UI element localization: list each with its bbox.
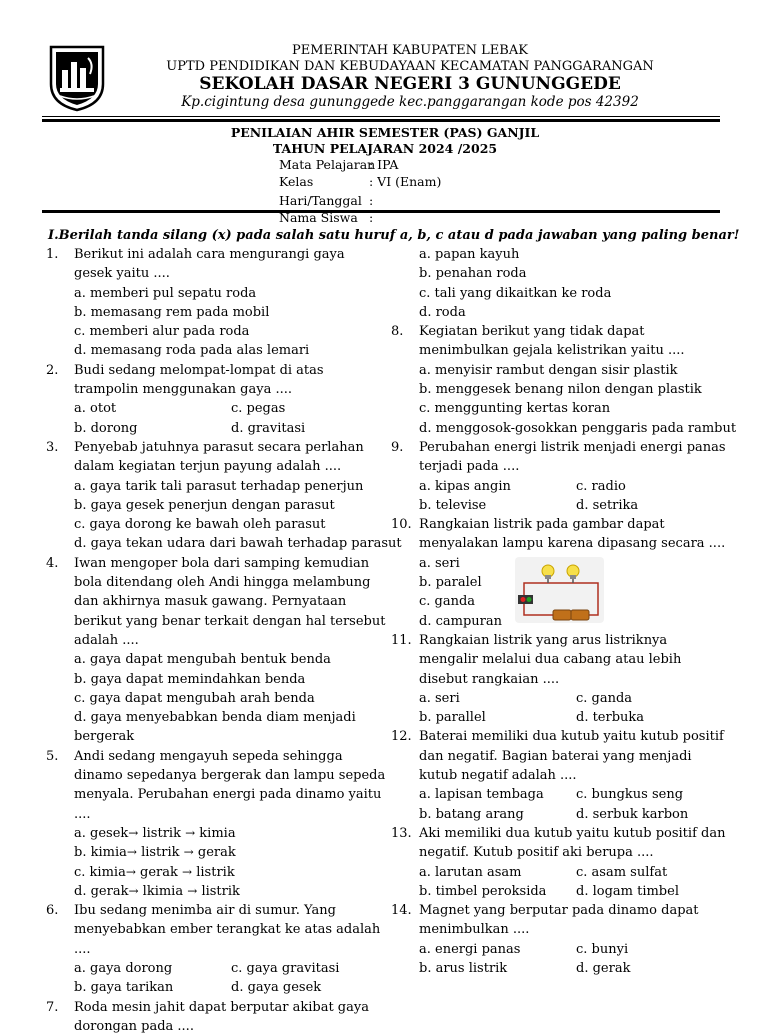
question-13: 13. Aki memiliki dua kutub yaitu kutub positif dan negatif. Kutub positif aki berupa .... a. larutan asam c. asam sulfat b. timbel peroksida d. logam timbel	[391, 824, 726, 901]
info-subject: Mata Pelajaran: IPA	[279, 157, 399, 172]
arrow-icon: →	[185, 825, 196, 840]
option-c: c. tali yang dikaitkan ke roda	[419, 285, 612, 301]
option-b: b. kimia→ listrik → gerak	[74, 845, 236, 861]
option-c: c. gaya dorong ke bawah oleh parasut	[74, 517, 326, 533]
question-text: Aki memiliki dua kutub yaitu kutub positif dan negatif. Kutub positif aki berupa ....	[419, 825, 726, 861]
option-c: c. radio	[576, 478, 626, 494]
letterhead-school-name: SEKOLAH DASAR NEGERI 3 GUNUNGGEDE	[199, 74, 621, 94]
option-d: d. terbuka	[576, 710, 645, 726]
question-text: Roda mesin jahit dapat berputar akibat gaya dorongan pada ....	[74, 999, 369, 1034]
option-b: b. televise	[419, 497, 487, 513]
option-d: d. menggosok-gosokkan penggaris pada rambut	[419, 420, 737, 436]
letterhead-office: UPTD PENDIDIKAN DAN KEBUDAYAAN KECAMATAN PANGGARANGAN	[166, 59, 654, 74]
option-c: c. gaya dapat mengubah arah benda	[74, 690, 315, 706]
question-1: 1. Berikut ini adalah cara mengurangi gaya gesek yaitu .... a. memberi pul sepatu roda b. memasang rem pada mobil c. memberi alur pada roda d. memasang roda pada alas lemari	[46, 245, 386, 361]
question-text: Iwan mengoper bola dari samping kemudian bola ditendang oleh Andi hingga melambung dan akhirnya masuk gawang. Pernyataan berikut yang benar terkait dengan hal tersebut adalah ....	[74, 555, 386, 648]
option-d: d. campuran	[419, 613, 502, 629]
letterhead-government: PEMERINTAH KABUPATEN LEBAK	[292, 43, 528, 58]
option-c: c. ganda	[576, 690, 633, 706]
option-c: c. gaya gravitasi	[231, 960, 340, 976]
option-a: a. memberi pul sepatu roda	[74, 285, 257, 301]
option-d: d. gerak	[576, 960, 631, 976]
option-a: a. lapisan tembaga	[419, 787, 544, 803]
question-9: 9. Perubahan energi listrik menjadi energi panas terjadi pada .... a. kipas angin c. radio b. televise d. setrika	[391, 438, 726, 515]
arrow-icon: →	[183, 845, 194, 860]
option-a: a. kipas angin	[419, 478, 511, 494]
question-text: Berikut ini adalah cara mengurangi gaya gesek yaitu ....	[74, 247, 345, 282]
switch-icon	[518, 595, 533, 604]
question-text: Ibu sedang menimba air di sumur. Yang menyebabkan ember terangkat ke atas adalah ....	[74, 903, 381, 957]
arrow-icon: →	[182, 864, 193, 879]
circuit-illustration	[515, 557, 604, 623]
info-class: Kelas : VI (Enam)	[279, 174, 442, 189]
arrow-icon: →	[128, 883, 139, 898]
option-a: a. papan kayuh	[419, 247, 520, 262]
question-6: 6. Ibu sedang menimba air di sumur. Yang menyebabkan ember terangkat ke atas adalah .... a. gaya dorong c. gaya gravitasi b. gaya tarikan d. gaya gesek	[46, 901, 386, 997]
option-d: d. roda	[419, 304, 466, 320]
option-c: c. kimia→ gerak → listrik	[74, 864, 235, 880]
option-c: c. menggunting kertas koran	[419, 401, 611, 417]
option-b: b. memasang rem pada mobil	[74, 304, 270, 320]
option-a: a. gaya dorong	[74, 960, 173, 976]
question-2: 2. Budi sedang melompat-lompat di atas trampolin menggunakan gaya .... a. otot c. pegas b. dorong d. gravitasi	[46, 361, 386, 438]
option-d: d. gerak→ lkimia → listrik	[74, 883, 240, 899]
option-b: b. gaya gesek penerjun dengan parasut	[74, 497, 335, 513]
question-text: Kegiatan berikut yang tidak dapat menimbulkan gejala kelistrikan yaitu ....	[419, 324, 685, 359]
info-date: Hari/Tanggal :	[279, 193, 374, 208]
option-b: b. menggesek benang nilon dengan plastik	[419, 382, 702, 398]
letterhead-divider-thick	[42, 119, 720, 122]
option-d: d. gravitasi	[231, 420, 306, 436]
option-a: a. menyisir rambut dengan sisir plastik	[419, 362, 678, 378]
option-b: b. timbel peroksida	[419, 883, 547, 899]
arrow-icon: →	[128, 825, 139, 840]
question-text: Rangkaian listrik pada gambar dapat menyalakan lampu karena dipasang secara ....	[419, 517, 726, 552]
question-text: Magnet yang berputar pada dinamo dapat menimbulkan ....	[419, 903, 699, 938]
option-b: b. gaya dapat memindahkan benda	[74, 671, 306, 687]
option-d: d. logam timbel	[576, 883, 679, 899]
exam-title: PENILAIAN AHIR SEMESTER (PAS) GANJIL	[230, 125, 540, 140]
question-14: 14. Magnet yang berputar pada dinamo dapat menimbulkan .... a. energi panas c. bunyi b. arus listrik d. gerak	[391, 901, 726, 978]
option-b: b. gaya tarikan	[74, 980, 174, 996]
option-c: c. bunyi	[576, 941, 629, 957]
question-10: 10. Rangkaian listrik pada gambar dapat menyalakan lampu karena dipasang secara .... a. seri b. paralel c. ganda d. campuran	[391, 515, 726, 631]
regency-emblem-logo	[48, 44, 106, 112]
question-3: 3. Penyebab jatuhnya parasut secara perlahan dalam kegiatan terjun payung adalah .... a. gaya tarik tali parasut terhadap penerjun b. gaya gesek penerjun dengan parasut c. gaya dorong ke bawah oleh parasut d. gaya tekan udara dari bawah terhadap parasut	[46, 438, 386, 554]
question-text: Andi sedang mengayuh sepeda sehingga dinamo sepedanya bergerak dan lampu sepeda menyala. Perubahan energi pada dinamo yaitu ....	[74, 748, 386, 822]
option-c: c. memberi alur pada roda	[74, 324, 250, 340]
question-8: 8. Kegiatan berikut yang tidak dapat menimbulkan gejala kelistrikan yaitu .... a. menyisir rambut dengan sisir plastik b. menggesek benang nilon dengan plastik c. menggunting kertas koran d. menggosok-gosokkan penggaris pada rambut	[391, 322, 726, 438]
option-c: c. bungkus seng	[576, 787, 684, 803]
option-a: a. gaya dapat mengubah bentuk benda	[74, 652, 331, 668]
option-d: d. gaya gesek	[231, 980, 322, 996]
question-11: 11. Rangkaian listrik yang arus listriknya mengalir melalui dua cabang atau lebih disebut rangkaian .... a. seri c. ganda b. parallel d. terbuka	[391, 631, 726, 727]
question-12: 12. Baterai memiliki dua kutub yaitu kutub positif dan negatif. Bagian baterai yang menjadi kutub negatif adalah .... a. lapisan tembaga c. bungkus seng b. batang arang d. serbuk karbon	[391, 727, 726, 823]
option-d: d. memasang roda pada alas lemari	[74, 343, 310, 359]
arrow-icon: →	[187, 883, 198, 898]
question-7-options	[391, 245, 726, 322]
option-b: b. penahan roda	[419, 266, 527, 282]
option-b: b. batang arang	[419, 806, 524, 822]
option-d: d. gaya tekan udara dari bawah terhadap parasut	[74, 536, 402, 552]
question-4: 4. Iwan mengoper bola dari samping kemudian bola ditendang oleh Andi hingga melambung dan akhirnya masuk gawang. Pernyataan berikut yang benar terkait dengan hal tersebut adalah .... a. gaya dapat mengubah bentuk benda b. gaya dapat memindahkan benda c. gaya dapat mengubah arah benda d. gaya menyebabkan benda diam menjadi bergerak	[46, 554, 386, 747]
question-5: 5. Andi sedang mengayuh sepeda sehingga dinamo sepedanya bergerak dan lampu sepeda menyala. Perubahan energi pada dinamo yaitu .... a. gesek→ listrik → kimia b. kimia→ listrik → gerak c. kimia→ gerak → listrik d. gerak→ lkimia → listrik	[46, 747, 386, 901]
questions-left-column	[46, 245, 402, 1036]
option-a: a. larutan asam	[419, 864, 522, 880]
instruction: I.Berilah tanda silang (x) pada salah satu huruf a, b, c atau d pada jawaban yang paling benar!	[48, 228, 740, 243]
option-d: d. setrika	[576, 497, 639, 513]
option-d: d. gaya menyebabkan benda diam menjadi bergerak	[74, 710, 356, 745]
info-student-name: Nama Siswa :	[279, 210, 374, 225]
option-a: a. otot	[74, 401, 117, 417]
option-c: c. asam sulfat	[576, 864, 668, 880]
option-a: a. seri	[419, 555, 460, 571]
question-text: Baterai memiliki dua kutub yaitu kutub positif dan negatif. Bagian baterai yang menjadi kutub negatif adalah ....	[419, 729, 724, 784]
question-text: Penyebab jatuhnya parasut secara perlahan dalam kegiatan terjun payung adalah ....	[74, 439, 364, 475]
option-a: a. energi panas	[419, 941, 521, 957]
exam-year: TAHUN PELAJARAN 2024 /2025	[272, 141, 498, 156]
battery-icon	[553, 610, 589, 620]
arrow-icon: →	[126, 845, 137, 860]
option-a: a. gesek→ listrik → kimia	[74, 825, 236, 841]
option-c: c. pegas	[231, 401, 286, 417]
header-divider	[42, 210, 720, 213]
option-c: c. ganda	[419, 594, 476, 610]
question-text: Budi sedang melompat-lompat di atas trampolin menggunakan gaya ....	[74, 362, 324, 398]
option-d: d. serbuk karbon	[576, 806, 689, 822]
question-text: Perubahan energi listrik menjadi energi panas terjadi pada ....	[419, 439, 726, 475]
arrow-icon: →	[125, 864, 136, 879]
letterhead-divider-thin	[42, 116, 720, 117]
option-b: b. dorong	[74, 420, 138, 436]
option-b: b. arus listrik	[419, 960, 508, 976]
option-a: a. gaya tarik tali parasut terhadap penerjun	[74, 478, 364, 494]
option-a: a. seri	[419, 690, 460, 706]
option-b: b. paralel	[419, 575, 482, 591]
letterhead-address: Kp.cigintung desa gununggede kec.panggarangan kode pos 42392	[181, 94, 639, 110]
question-text: Rangkaian listrik yang arus listriknya mengalir melalui dua cabang atau lebih disebut rangkaian ....	[419, 632, 682, 687]
option-b: b. parallel	[419, 710, 486, 726]
question-7: 7. Roda mesin jahit dapat berputar akibat gaya dorongan pada ....	[46, 998, 386, 1036]
